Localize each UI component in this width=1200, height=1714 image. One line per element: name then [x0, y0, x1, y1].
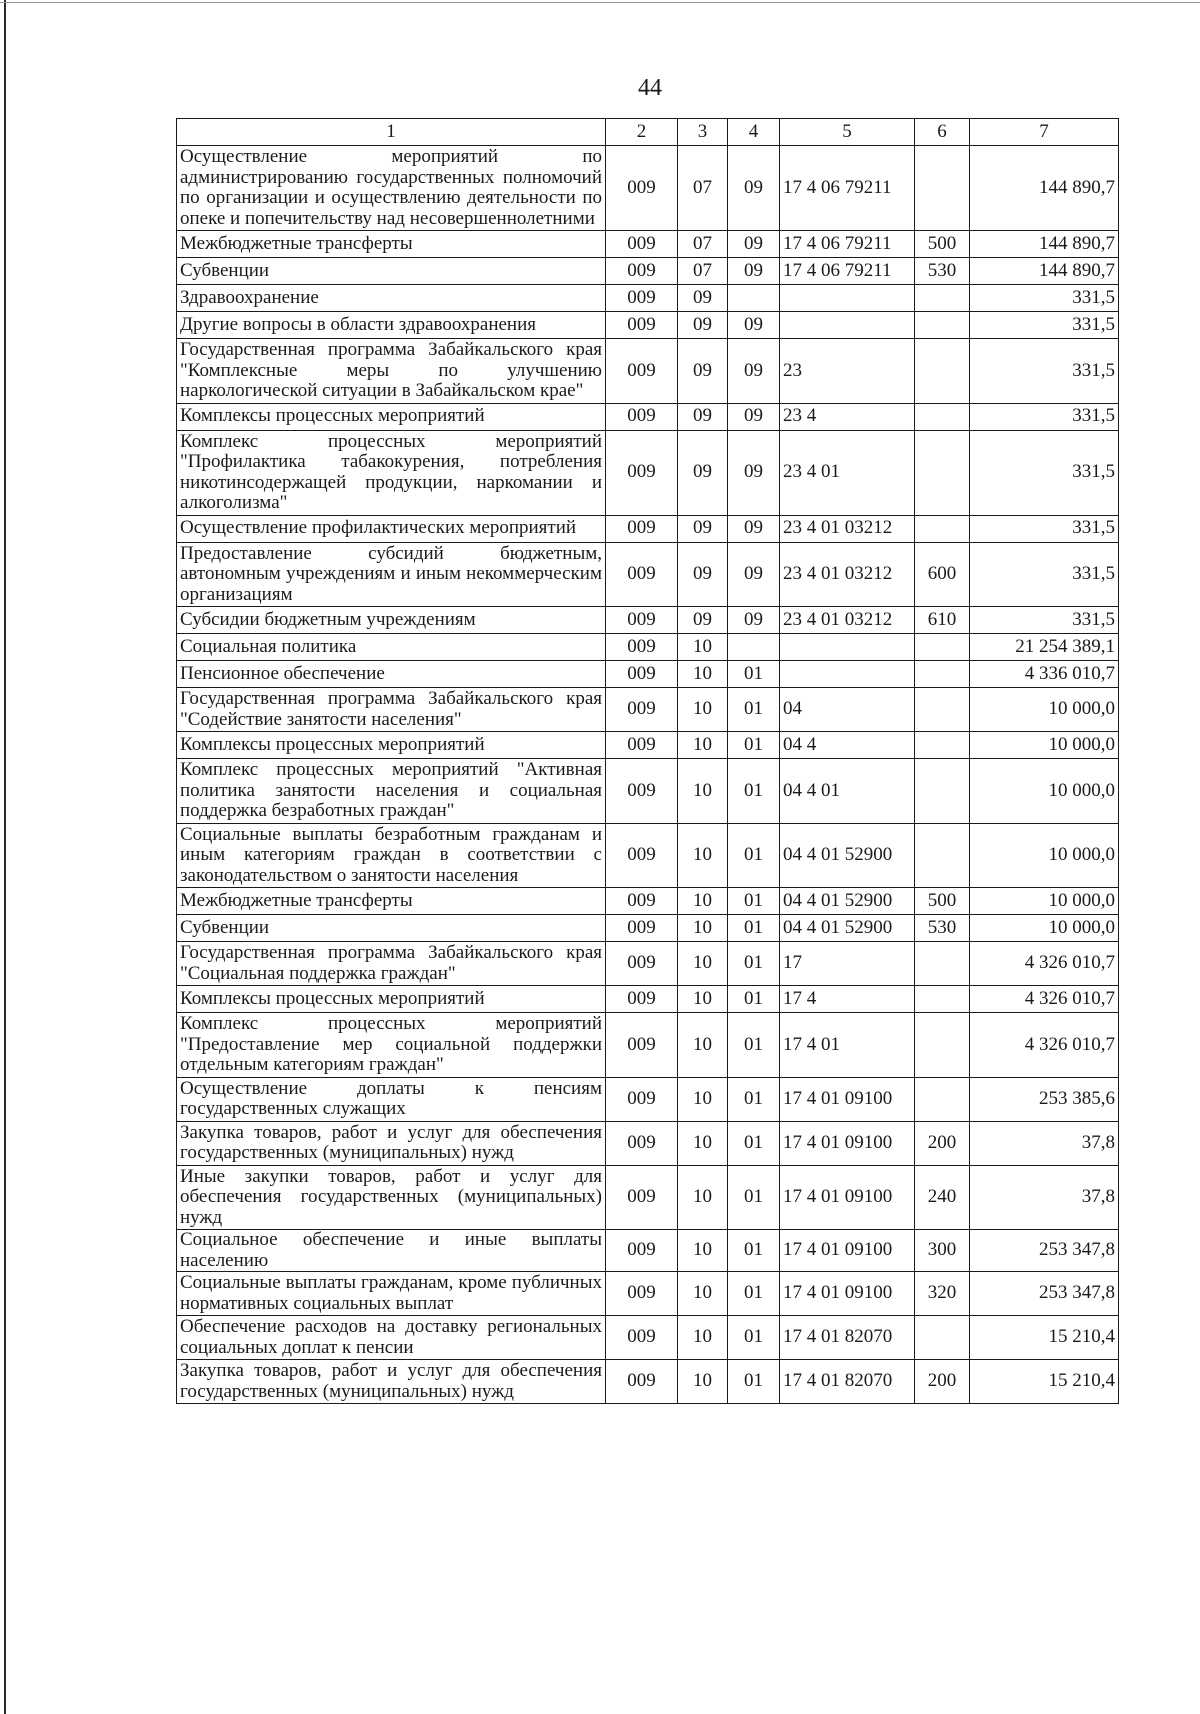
section-code-cell: 10	[678, 942, 728, 986]
section-code-cell: 10	[678, 1316, 728, 1360]
ministry-code-cell: 009	[606, 258, 678, 285]
item-name-cell: Комплексы процессных мероприятий	[177, 986, 606, 1013]
section-code-cell: 10	[678, 888, 728, 915]
subsection-code-cell: 01	[728, 1360, 780, 1404]
column-header-6: 6	[915, 119, 970, 146]
section-code-cell: 09	[678, 607, 728, 634]
section-code-cell: 07	[678, 258, 728, 285]
amount-cell: 331,5	[970, 607, 1119, 634]
ministry-code-cell: 009	[606, 1272, 678, 1316]
ministry-code-cell: 009	[606, 403, 678, 430]
section-code-cell: 10	[678, 1272, 728, 1316]
item-name-cell: Комплекс процессных мероприятий "Профилактика табакокурения, потребления никотинсодержащей продукции, наркомании и алкоголизма"	[177, 430, 606, 515]
table-row	[177, 915, 1119, 942]
subsection-code-cell: 01	[728, 661, 780, 688]
expense-type-code-cell	[915, 986, 970, 1013]
subsection-code-cell: 01	[728, 1077, 780, 1121]
amount-cell: 331,5	[970, 312, 1119, 339]
item-name-cell: Межбюджетные трансферты	[177, 231, 606, 258]
amount-cell: 10 000,0	[970, 732, 1119, 759]
target-article-code-cell	[780, 312, 915, 339]
target-article-code-cell: 17 4 06 79211	[780, 231, 915, 258]
amount-cell: 37,8	[970, 1121, 1119, 1165]
ministry-code-cell: 009	[606, 542, 678, 607]
table-row	[177, 607, 1119, 634]
subsection-code-cell: 01	[728, 1165, 780, 1230]
target-article-code-cell: 17 4 01	[780, 1013, 915, 1078]
section-code-cell: 07	[678, 231, 728, 258]
target-article-code-cell: 04 4 01 52900	[780, 915, 915, 942]
subsection-code-cell: 01	[728, 942, 780, 986]
table-row	[177, 986, 1119, 1013]
table-row	[177, 285, 1119, 312]
ministry-code-cell: 009	[606, 1360, 678, 1404]
expense-type-code-cell: 500	[915, 888, 970, 915]
section-code-cell: 09	[678, 285, 728, 312]
amount-cell: 331,5	[970, 515, 1119, 542]
subsection-code-cell: 01	[728, 888, 780, 915]
ministry-code-cell: 009	[606, 732, 678, 759]
ministry-code-cell: 009	[606, 146, 678, 231]
subsection-code-cell: 09	[728, 403, 780, 430]
expense-type-code-cell	[915, 285, 970, 312]
amount-cell: 4 326 010,7	[970, 942, 1119, 986]
section-code-cell: 10	[678, 759, 728, 824]
amount-cell: 10 000,0	[970, 688, 1119, 732]
table-row	[177, 661, 1119, 688]
table-row	[177, 888, 1119, 915]
subsection-code-cell: 01	[728, 1013, 780, 1078]
ministry-code-cell: 009	[606, 823, 678, 888]
ministry-code-cell: 009	[606, 339, 678, 404]
item-name-cell: Государственная программа Забайкальского края "Комплексные меры по улучшению наркологической ситуации в Забайкальском крае"	[177, 339, 606, 404]
target-article-code-cell: 23	[780, 339, 915, 404]
subsection-code-cell: 09	[728, 258, 780, 285]
expense-type-code-cell	[915, 688, 970, 732]
item-name-cell: Предоставление субсидий бюджетным, автономным учреждениям и иным некоммерческим организациям	[177, 542, 606, 607]
item-name-cell: Иные закупки товаров, работ и услуг для обеспечения государственных (муниципальных) нужд	[177, 1165, 606, 1230]
section-code-cell: 10	[678, 915, 728, 942]
target-article-code-cell: 04 4 01	[780, 759, 915, 824]
amount-cell: 15 210,4	[970, 1316, 1119, 1360]
amount-cell: 4 336 010,7	[970, 661, 1119, 688]
ministry-code-cell: 009	[606, 231, 678, 258]
item-name-cell: Межбюджетные трансферты	[177, 888, 606, 915]
table-row	[177, 1165, 1119, 1230]
section-code-cell: 10	[678, 1077, 728, 1121]
subsection-code-cell	[728, 634, 780, 661]
amount-cell: 10 000,0	[970, 759, 1119, 824]
ministry-code-cell: 009	[606, 661, 678, 688]
scan-edge-top	[0, 2, 1200, 3]
section-code-cell: 10	[678, 661, 728, 688]
ministry-code-cell: 009	[606, 942, 678, 986]
table-row	[177, 1077, 1119, 1121]
subsection-code-cell: 01	[728, 1272, 780, 1316]
table-row	[177, 1360, 1119, 1404]
target-article-code-cell: 17 4 01 09100	[780, 1230, 915, 1272]
expense-type-code-cell	[915, 823, 970, 888]
table-row	[177, 688, 1119, 732]
target-article-code-cell: 17 4 01 09100	[780, 1121, 915, 1165]
section-code-cell: 09	[678, 403, 728, 430]
subsection-code-cell: 01	[728, 759, 780, 824]
table-row	[177, 430, 1119, 515]
target-article-code-cell: 17 4 01 09100	[780, 1272, 915, 1316]
item-name-cell: Закупка товаров, работ и услуг для обеспечения государственных (муниципальных) нужд	[177, 1360, 606, 1404]
target-article-code-cell: 23 4 01 03212	[780, 515, 915, 542]
subsection-code-cell: 09	[728, 430, 780, 515]
amount-cell: 331,5	[970, 542, 1119, 607]
table-row	[177, 1230, 1119, 1272]
ministry-code-cell: 009	[606, 759, 678, 824]
ministry-code-cell: 009	[606, 1165, 678, 1230]
target-article-code-cell: 17 4 06 79211	[780, 258, 915, 285]
amount-cell: 331,5	[970, 403, 1119, 430]
column-header-2: 2	[606, 119, 678, 146]
item-name-cell: Государственная программа Забайкальского края "Социальная поддержка граждан"	[177, 942, 606, 986]
expense-type-code-cell: 610	[915, 607, 970, 634]
target-article-code-cell: 04 4 01 52900	[780, 823, 915, 888]
item-name-cell: Осуществление доплаты к пенсиям государственных служащих	[177, 1077, 606, 1121]
item-name-cell: Комплекс процессных мероприятий "Предоставление мер социальной поддержки отдельным категориям граждан"	[177, 1013, 606, 1078]
target-article-code-cell: 23 4 01 03212	[780, 542, 915, 607]
table-row	[177, 1316, 1119, 1360]
table-row	[177, 258, 1119, 285]
section-code-cell: 09	[678, 430, 728, 515]
item-name-cell: Субвенции	[177, 915, 606, 942]
table-row	[177, 231, 1119, 258]
amount-cell: 21 254 389,1	[970, 634, 1119, 661]
ministry-code-cell: 009	[606, 285, 678, 312]
target-article-code-cell	[780, 285, 915, 312]
item-name-cell: Осуществление профилактических мероприятий	[177, 515, 606, 542]
target-article-code-cell: 23 4	[780, 403, 915, 430]
subsection-code-cell: 09	[728, 339, 780, 404]
expense-type-code-cell	[915, 759, 970, 824]
ministry-code-cell: 009	[606, 888, 678, 915]
amount-cell: 37,8	[970, 1165, 1119, 1230]
expense-type-code-cell: 600	[915, 542, 970, 607]
section-code-cell: 10	[678, 1165, 728, 1230]
scan-edge-left	[4, 0, 6, 1714]
table-row	[177, 1121, 1119, 1165]
table-row	[177, 339, 1119, 404]
table-row	[177, 1272, 1119, 1316]
section-code-cell: 09	[678, 515, 728, 542]
target-article-code-cell: 23 4 01 03212	[780, 607, 915, 634]
amount-cell: 253 347,8	[970, 1272, 1119, 1316]
subsection-code-cell: 09	[728, 542, 780, 607]
table-row	[177, 732, 1119, 759]
section-code-cell: 09	[678, 312, 728, 339]
target-article-code-cell: 23 4 01	[780, 430, 915, 515]
column-header-4: 4	[728, 119, 780, 146]
amount-cell: 331,5	[970, 430, 1119, 515]
expense-type-code-cell	[915, 403, 970, 430]
target-article-code-cell: 17 4	[780, 986, 915, 1013]
section-code-cell: 10	[678, 1360, 728, 1404]
subsection-code-cell: 09	[728, 146, 780, 231]
subsection-code-cell: 01	[728, 915, 780, 942]
expense-type-code-cell: 300	[915, 1230, 970, 1272]
amount-cell: 331,5	[970, 285, 1119, 312]
section-code-cell: 07	[678, 146, 728, 231]
target-article-code-cell: 17 4 01 09100	[780, 1165, 915, 1230]
table-row	[177, 403, 1119, 430]
ministry-code-cell: 009	[606, 312, 678, 339]
target-article-code-cell	[780, 634, 915, 661]
amount-cell: 4 326 010,7	[970, 1013, 1119, 1078]
amount-cell: 10 000,0	[970, 888, 1119, 915]
expense-type-code-cell	[915, 1077, 970, 1121]
item-name-cell: Субсидии бюджетным учреждениям	[177, 607, 606, 634]
expense-type-code-cell: 530	[915, 258, 970, 285]
expense-type-code-cell: 500	[915, 231, 970, 258]
ministry-code-cell: 009	[606, 688, 678, 732]
column-header-5: 5	[780, 119, 915, 146]
section-code-cell: 10	[678, 1121, 728, 1165]
subsection-code-cell: 09	[728, 515, 780, 542]
column-header-7: 7	[970, 119, 1119, 146]
expense-type-code-cell	[915, 312, 970, 339]
subsection-code-cell: 09	[728, 312, 780, 339]
target-article-code-cell	[780, 661, 915, 688]
ministry-code-cell: 009	[606, 1316, 678, 1360]
item-name-cell: Социальные выплаты гражданам, кроме публичных нормативных социальных выплат	[177, 1272, 606, 1316]
item-name-cell: Здравоохранение	[177, 285, 606, 312]
expense-type-code-cell	[915, 1316, 970, 1360]
ministry-code-cell: 009	[606, 986, 678, 1013]
ministry-code-cell: 009	[606, 915, 678, 942]
expense-type-code-cell	[915, 661, 970, 688]
table-row	[177, 312, 1119, 339]
table-row	[177, 146, 1119, 231]
item-name-cell: Социальная политика	[177, 634, 606, 661]
expense-type-code-cell: 200	[915, 1360, 970, 1404]
expense-type-code-cell	[915, 430, 970, 515]
subsection-code-cell: 01	[728, 986, 780, 1013]
target-article-code-cell: 17	[780, 942, 915, 986]
ministry-code-cell: 009	[606, 1121, 678, 1165]
subsection-code-cell: 09	[728, 607, 780, 634]
section-code-cell: 10	[678, 823, 728, 888]
item-name-cell: Государственная программа Забайкальского края "Содействие занятости населения"	[177, 688, 606, 732]
item-name-cell: Комплексы процессных мероприятий	[177, 732, 606, 759]
expense-type-code-cell: 240	[915, 1165, 970, 1230]
table-row	[177, 1013, 1119, 1078]
target-article-code-cell: 04 4 01 52900	[780, 888, 915, 915]
ministry-code-cell: 009	[606, 1230, 678, 1272]
ministry-code-cell: 009	[606, 430, 678, 515]
amount-cell: 144 890,7	[970, 258, 1119, 285]
section-code-cell: 10	[678, 1230, 728, 1272]
target-article-code-cell: 17 4 01 82070	[780, 1360, 915, 1404]
expense-type-code-cell: 200	[915, 1121, 970, 1165]
budget-table	[176, 118, 1119, 1404]
amount-cell: 253 385,6	[970, 1077, 1119, 1121]
item-name-cell: Комплекс процессных мероприятий "Активная политика занятости населения и социальная поддержка безработных граждан"	[177, 759, 606, 824]
item-name-cell: Другие вопросы в области здравоохранения	[177, 312, 606, 339]
subsection-code-cell: 01	[728, 1230, 780, 1272]
item-name-cell: Обеспечение расходов на доставку региональных социальных доплат к пенсии	[177, 1316, 606, 1360]
item-name-cell: Пенсионное обеспечение	[177, 661, 606, 688]
column-header-1: 1	[177, 119, 606, 146]
table-row	[177, 634, 1119, 661]
expense-type-code-cell	[915, 942, 970, 986]
expense-type-code-cell	[915, 732, 970, 759]
expense-type-code-cell	[915, 146, 970, 231]
subsection-code-cell: 01	[728, 1316, 780, 1360]
table-row	[177, 515, 1119, 542]
section-code-cell: 10	[678, 732, 728, 759]
subsection-code-cell: 01	[728, 1121, 780, 1165]
expense-type-code-cell	[915, 634, 970, 661]
page-number: 44	[638, 75, 662, 101]
ministry-code-cell: 009	[606, 1013, 678, 1078]
item-name-cell: Комплексы процессных мероприятий	[177, 403, 606, 430]
table-body	[177, 146, 1119, 1404]
table-row	[177, 942, 1119, 986]
target-article-code-cell: 17 4 06 79211	[780, 146, 915, 231]
item-name-cell: Закупка товаров, работ и услуг для обеспечения государственных (муниципальных) нужд	[177, 1121, 606, 1165]
section-code-cell: 09	[678, 339, 728, 404]
table-row	[177, 759, 1119, 824]
amount-cell: 253 347,8	[970, 1230, 1119, 1272]
header-row	[177, 119, 1119, 146]
subsection-code-cell: 09	[728, 231, 780, 258]
target-article-code-cell: 04 4	[780, 732, 915, 759]
column-header-3: 3	[678, 119, 728, 146]
table-row	[177, 823, 1119, 888]
expense-type-code-cell	[915, 515, 970, 542]
ministry-code-cell: 009	[606, 515, 678, 542]
expense-type-code-cell	[915, 339, 970, 404]
amount-cell: 10 000,0	[970, 823, 1119, 888]
amount-cell: 144 890,7	[970, 146, 1119, 231]
subsection-code-cell	[728, 285, 780, 312]
amount-cell: 331,5	[970, 339, 1119, 404]
table-header	[177, 119, 1119, 146]
target-article-code-cell: 17 4 01 82070	[780, 1316, 915, 1360]
subsection-code-cell: 01	[728, 732, 780, 759]
subsection-code-cell: 01	[728, 823, 780, 888]
section-code-cell: 10	[678, 634, 728, 661]
expense-type-code-cell: 320	[915, 1272, 970, 1316]
item-name-cell: Субвенции	[177, 258, 606, 285]
target-article-code-cell: 17 4 01 09100	[780, 1077, 915, 1121]
section-code-cell: 10	[678, 1013, 728, 1078]
ministry-code-cell: 009	[606, 634, 678, 661]
section-code-cell: 09	[678, 542, 728, 607]
amount-cell: 4 326 010,7	[970, 986, 1119, 1013]
amount-cell: 10 000,0	[970, 915, 1119, 942]
table-row	[177, 542, 1119, 607]
expense-type-code-cell: 530	[915, 915, 970, 942]
expense-type-code-cell	[915, 1013, 970, 1078]
ministry-code-cell: 009	[606, 607, 678, 634]
item-name-cell: Социальные выплаты безработным гражданам и иным категориям граждан в соответствии с законодательством о занятости населения	[177, 823, 606, 888]
amount-cell: 144 890,7	[970, 231, 1119, 258]
target-article-code-cell: 04	[780, 688, 915, 732]
section-code-cell: 10	[678, 688, 728, 732]
section-code-cell: 10	[678, 986, 728, 1013]
ministry-code-cell: 009	[606, 1077, 678, 1121]
amount-cell: 15 210,4	[970, 1360, 1119, 1404]
subsection-code-cell: 01	[728, 688, 780, 732]
item-name-cell: Осуществление мероприятий по администрированию государственных полномочий по организации и осуществлению деятельности по опеке и попечительству над несовершеннолетними	[177, 146, 606, 231]
item-name-cell: Социальное обеспечение и иные выплаты населению	[177, 1230, 606, 1272]
